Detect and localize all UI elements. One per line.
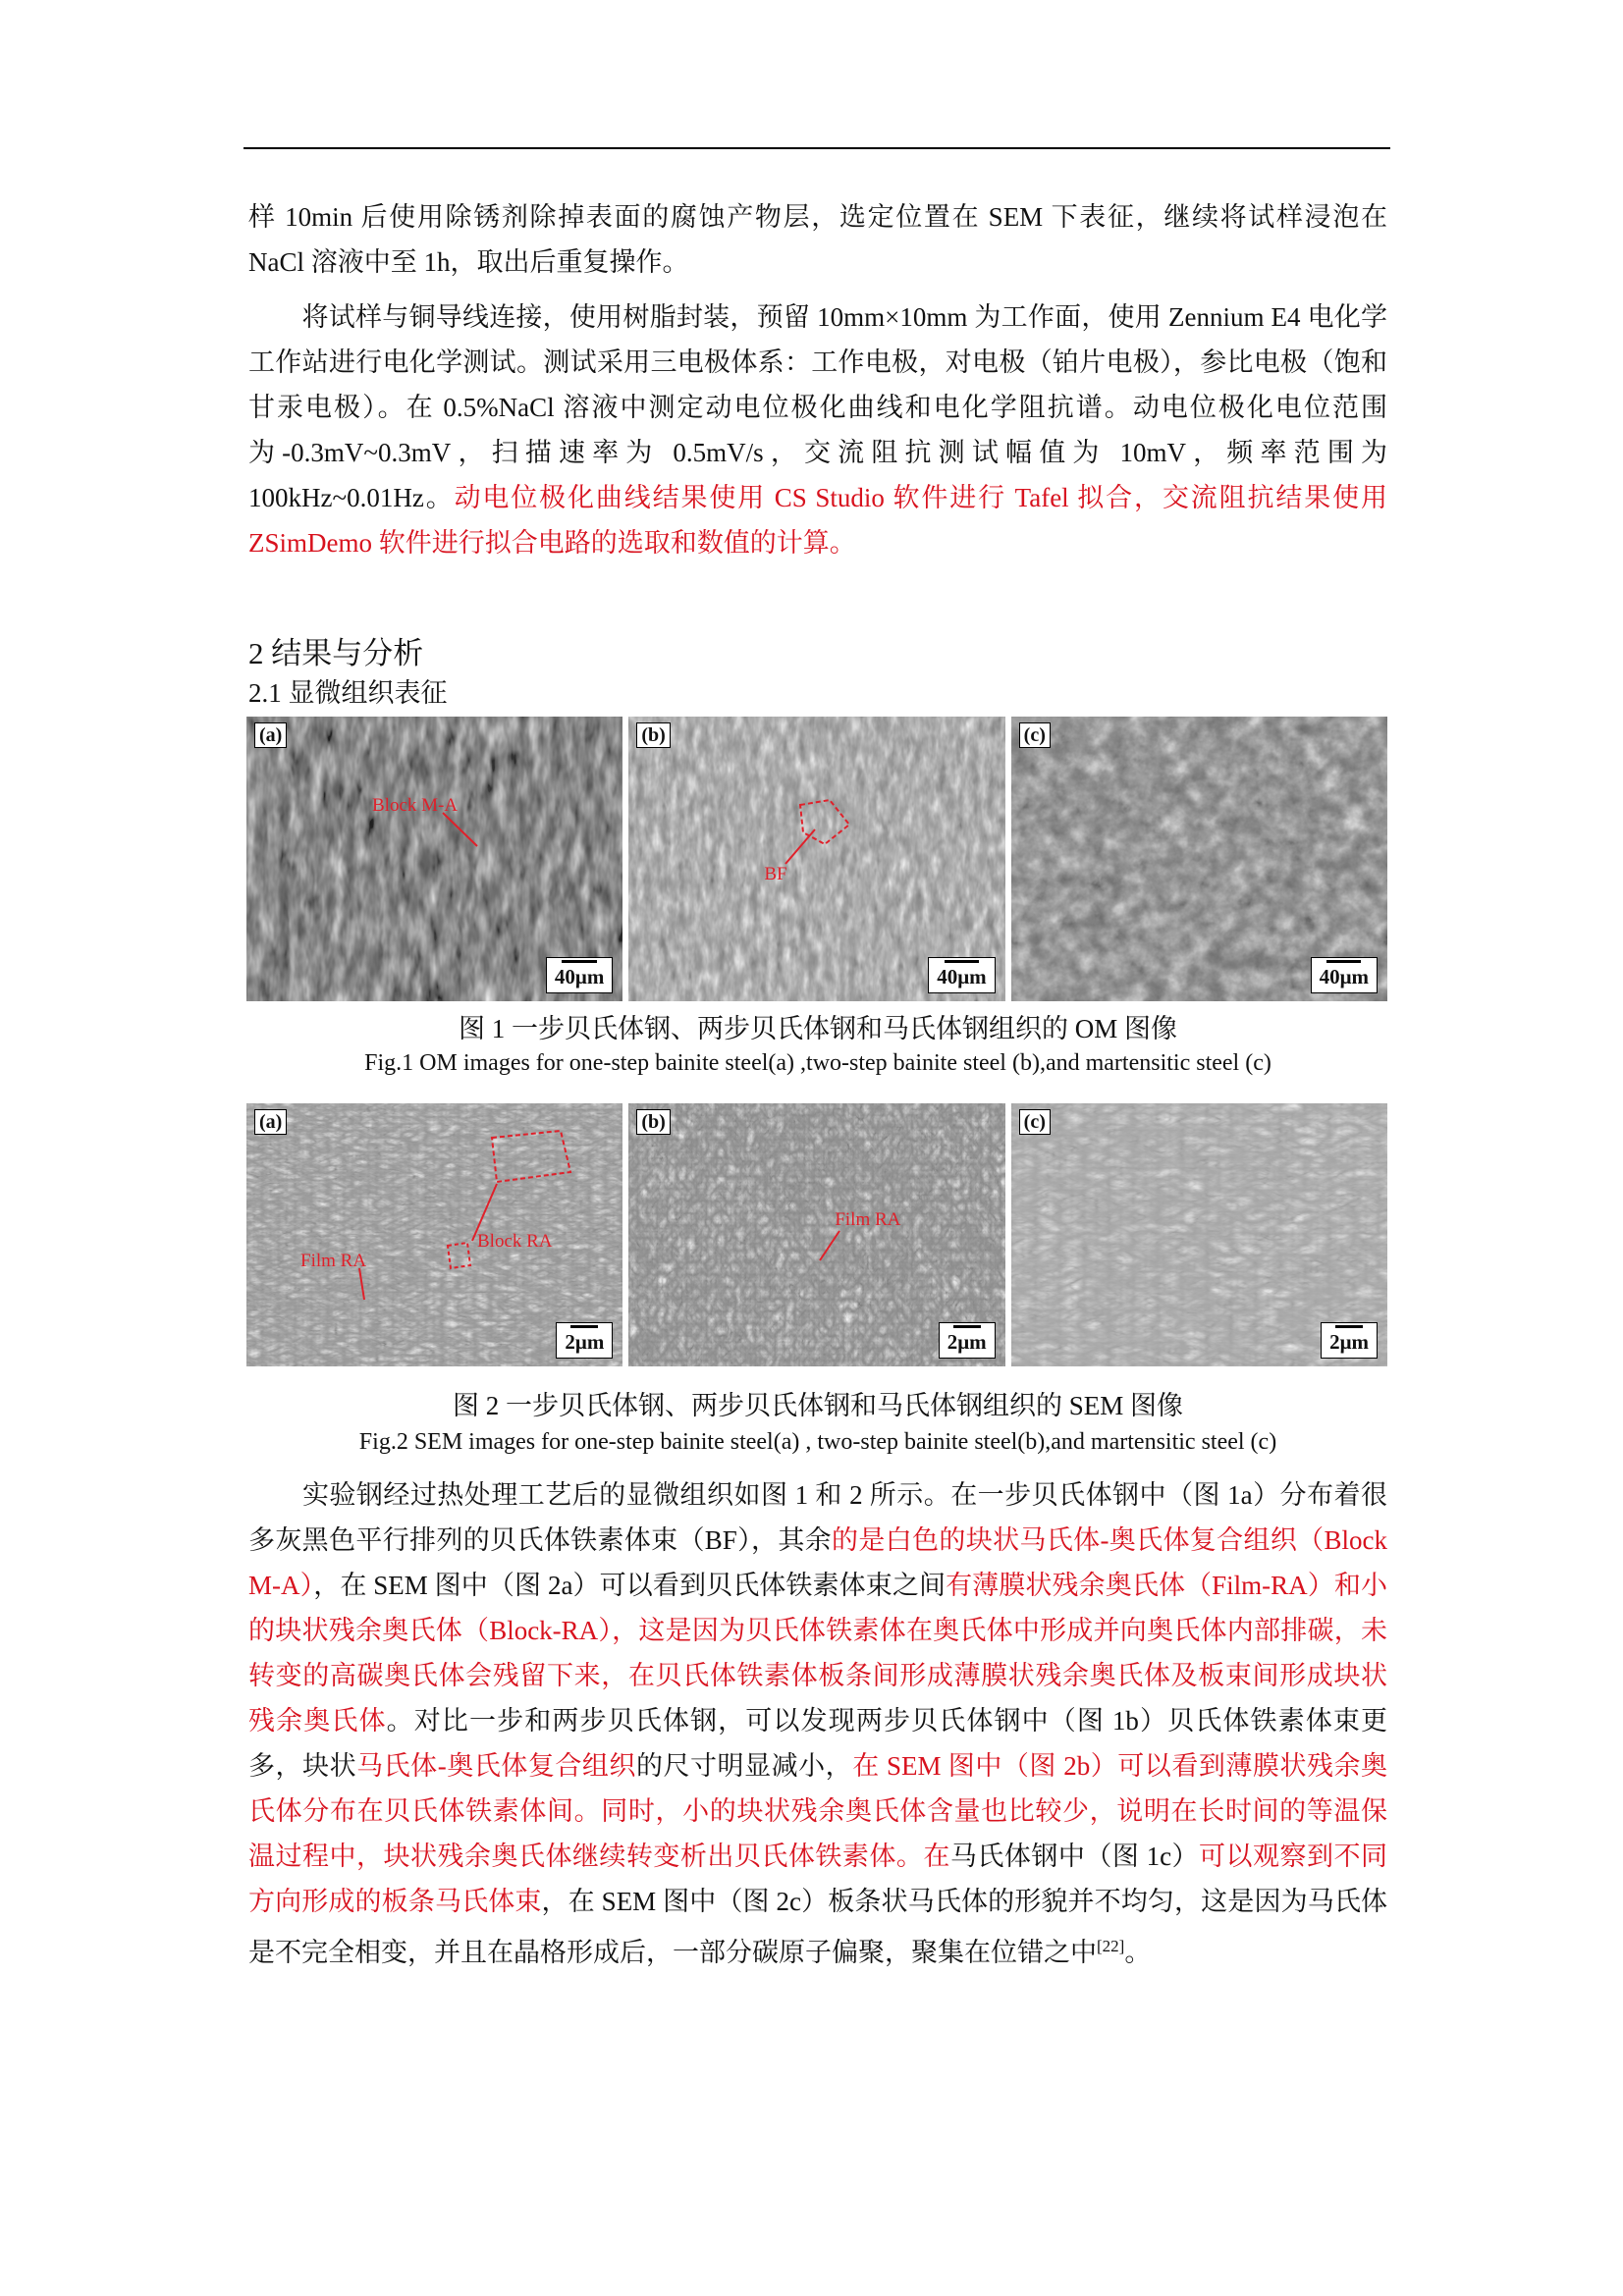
paragraph-1: 样 10min 后使用除锈剂除掉表面的腐蚀产物层，选定位置在 SEM 下表征，继续将试样浸泡在 NaCl 溶液中至 1h，取出后重复操作。 (248, 202, 1387, 277)
scale-bar: 2μm (939, 1322, 996, 1359)
om-image-c (1011, 717, 1387, 1001)
annotation-block-ra: Block RA (477, 1231, 553, 1252)
om-image-b (628, 717, 1004, 1001)
figure-1-caption-en: Fig.1 OM images for one-step bainite steel(a) ,two-step bainite steel (b),and martensitic steel (c) (364, 1050, 1271, 1076)
figure-1 (246, 717, 1387, 1001)
citation: [22] (1097, 1937, 1125, 1955)
panel-label: (a) (254, 1109, 287, 1135)
scale-bar: 40μm (1311, 957, 1378, 993)
scale-bar: 40μm (928, 957, 995, 993)
annotation-bf: BF (764, 864, 787, 884)
panel-label: (c) (1019, 722, 1051, 748)
om-image-a (246, 717, 622, 1001)
body-paragraph: 实验钢经过热处理工艺后的显微组织如图 1 和 2 所示。在一步贝氏体钢中（图 1a）分布着很多灰黑色平行排列的贝氏体铁素体束（BF），其余的是白色的块状马氏体-奥氏体复合组织（Block M-A），在 SEM 图中（图 2a）可以看到贝氏体铁素体束之间有薄膜状残余奥氏体（Film-RA）和小的块状残余奥氏体（Block-RA），这是因为贝氏体铁素体在奥氏体中形成并向奥氏体内部排碳，未转变的高碳奥氏体会残留下来，在贝氏体铁素体板条间形成薄膜状残余奥氏体及板束间形成块状残余奥氏体。对比一步和两步贝氏体钢，可以发现两步贝氏体钢中（图 1b）贝氏体铁素体束更多，块状马氏体-奥氏体复合组织的尺寸明显减小，在 SEM 图中（图 2b）可以看到薄膜状残余奥氏体分布在贝氏体铁素体间。同时，小的块状残余奥氏体含量也比较少，说明在长时间的等温保温过程中，块状残余奥氏体继续转变析出贝氏体铁素体。在马氏体钢中（图 1c）可以观察到不同方向形成的板条马氏体束，在 SEM 图中（图 2c）板条状马氏体的形貌并不均匀，这是因为马氏体是不完全相变，并且在晶格形成后，一部分碳原子偏聚，聚集在位错之中[22]。 (248, 1480, 1388, 1967)
figure-1-caption-cn: 图 1 一步贝氏体钢、两步贝氏体钢和马氏体钢组织的 OM 图像 (458, 1014, 1177, 1043)
scale-bar: 2μm (556, 1322, 613, 1359)
scale-bar: 40μm (546, 957, 613, 993)
figure-2-caption-cn: 图 2 一步贝氏体钢、两步贝氏体钢和马氏体钢组织的 SEM 图像 (452, 1391, 1183, 1420)
header-rule (243, 147, 1390, 149)
figure-2 (246, 1103, 1387, 1366)
panel-label: (b) (636, 1109, 670, 1135)
figure-2-caption-en: Fig.2 SEM images for one-step bainite steel(a) , two-step bainite steel(b),and martensitic steel (c) (358, 1429, 1277, 1455)
sem-image-b (628, 1103, 1004, 1366)
subsection-heading: 2.1 显微组织表征 (248, 678, 448, 708)
annotation-film-ra: Film RA (300, 1251, 367, 1271)
sem-image-a (246, 1103, 622, 1366)
section-heading: 2 结果与分析 (248, 636, 424, 670)
panel-label: (c) (1019, 1109, 1051, 1135)
scale-bar: 2μm (1321, 1322, 1378, 1359)
annotation-film-ra: Film RA (835, 1209, 901, 1230)
sem-image-c (1011, 1103, 1387, 1366)
paragraph-2: 将试样与铜导线连接，使用树脂封装，预留 10mm×10mm 为工作面，使用 Zennium E4 电化学工作站进行电化学测试。测试采用三电极体系：工作电极，对电极（铂片电极），参比电极（饱和甘汞电极）。在 0.5%NaCl 溶液中测定动电位极化曲线和电化学阻抗谱。动电位极化电位范围为-0.3mV~0.3mV，扫描速率为 0.5mV/s，交流阻抗测试幅值为 10mV，频率范围为 100kHz~0.01Hz。动电位极化曲线结果使用 CS Studio 软件进行 Tafel 拟合，交流阻抗结果使用 ZSimDemo 软件进行拟合电路的选取和数值的计算。 (248, 302, 1387, 558)
panel-label: (a) (254, 722, 287, 748)
panel-label: (b) (636, 722, 670, 748)
annotation-block-ma: Block M-A (372, 795, 459, 816)
